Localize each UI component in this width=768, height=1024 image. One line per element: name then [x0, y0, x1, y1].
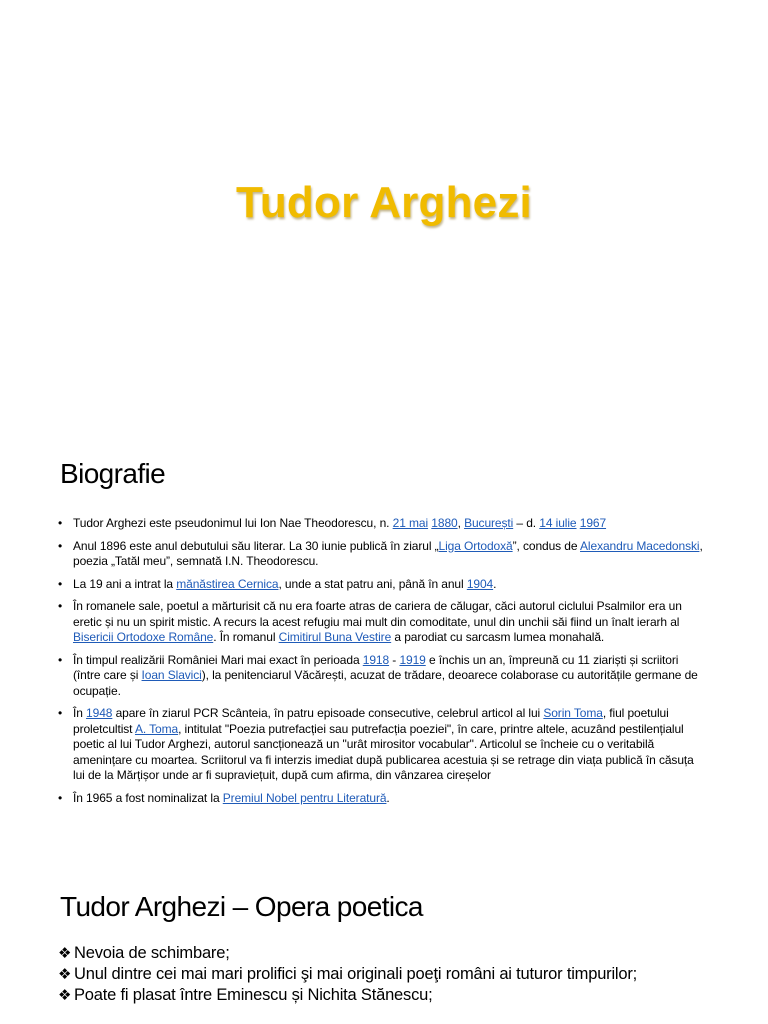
biography-item: [56, 577, 708, 593]
biography-item: [56, 539, 708, 570]
item-text: , fiul poetului proletcultist: [73, 706, 669, 736]
item-text: Nevoia de schimbare;: [74, 944, 230, 962]
title-slide: [0, 0, 768, 425]
item-text: În timpul realizării României Mari mai exact în perioada: [73, 652, 363, 667]
diamond-bullet-icon: ❖: [58, 987, 72, 1004]
poetic-work-item: [58, 966, 718, 983]
wiki-link[interactable]: 1967: [579, 516, 607, 530]
biography-item: [56, 516, 708, 532]
item-text: – d.: [513, 516, 540, 530]
item-text: În 1965 a fost nominalizat la: [73, 790, 223, 805]
wiki-link[interactable]: 1948: [86, 706, 113, 720]
item-text: .: [386, 790, 390, 805]
item-text: Anul 1896 este anul debutului său literar. La 30 iunie publică în ziarul „: [73, 538, 439, 553]
main-title: Tudor Arghezi: [236, 178, 532, 227]
biography-item: [56, 791, 708, 807]
biography-slide: [0, 426, 768, 856]
poetic-work-heading: Tudor Arghezi – Opera poetica: [60, 891, 423, 922]
wiki-link[interactable]: Bisericii Ortodoxe Române: [73, 630, 214, 644]
poetic-work-item: [58, 987, 718, 1004]
item-text: e închis un an, împreună cu 11 ziariști și scriitori (între care și: [73, 652, 679, 682]
wiki-link[interactable]: 1880: [431, 516, 458, 530]
wiki-link[interactable]: 21 mai: [392, 516, 429, 530]
wiki-link[interactable]: Sorin Toma: [543, 706, 603, 720]
poetic-work-slide: [0, 857, 768, 1024]
diamond-bullet-icon: ❖: [58, 945, 72, 962]
item-text: ”, condus de: [512, 538, 581, 553]
item-text: ,: [457, 516, 465, 530]
wiki-link[interactable]: Liga Ortodoxă: [438, 538, 513, 553]
item-text: În romanele sale, poetul a mărturisit că nu era foarte atras de cariera de călugar, căci autorul ciclului Psalmilor era un eretic și nu un spirit mistic. A recurs la acest refugiu mai mult din comoditate, unul din unchii săi fiind un înalt ierarh al: [73, 599, 682, 629]
item-text: ), la penitenciarul Văcărești, acuzat de trădare, deoarece colaborase cu autoritățile germane de ocupație.: [73, 668, 698, 698]
wiki-link[interactable]: 1918: [362, 652, 390, 667]
wiki-link[interactable]: Cimitirul Buna Vestire: [278, 630, 392, 644]
poetic-work-list: [58, 945, 718, 1008]
item-text: În: [73, 706, 87, 720]
wiki-link[interactable]: 14 iulie: [539, 516, 577, 530]
item-text: apare în ziarul PCR Scânteia, în patru episoade consecutive, celebrul articol al lui: [112, 706, 544, 720]
biography-item: [56, 706, 708, 784]
biography-list: [56, 516, 708, 813]
wiki-link[interactable]: Alexandru Macedonski: [580, 538, 700, 553]
item-text: Poate fi plasat între Eminescu și Nichita Stănescu;: [74, 986, 433, 1004]
item-text: , intitulat "Poezia putrefacției sau putrefacția poeziei", în care, printre altele, acuzând pestilențialul poetic al lui Tudor Arghezi, autorul sancționează un "urât mirositor vocabular". Articolul se încheie cu o veritabilă amenințare cu moartea. Scriitorul va fi interzis imediat după publicarea acestuia și se retrage din viața publică în căsuța lui de la Mărțișor unde ar fi supraviețuit, după cum afirma, din vânzarea cireșelor: [73, 721, 694, 782]
wiki-link[interactable]: A. Toma: [134, 721, 179, 736]
poetic-work-item: [58, 945, 718, 962]
wiki-link[interactable]: București: [464, 516, 514, 530]
wiki-link[interactable]: mănăstirea Cernica: [176, 576, 279, 591]
item-text: Tudor Arghezi este pseudonimul lui Ion Nae Theodorescu, n.: [73, 516, 393, 530]
item-text: , unde a stat patru ani, până în anul: [278, 576, 467, 591]
biography-heading: Biografie: [60, 458, 166, 489]
item-text: . În romanul: [213, 630, 279, 644]
item-text: Unul dintre cei mai mari prolifici şi mai originali poeţi români ai tuturor timpurilor;: [74, 965, 638, 983]
item-text: a parodiat cu sarcasm lumea monahală.: [391, 630, 605, 644]
wiki-link[interactable]: Ioan Slavici: [141, 668, 202, 682]
item-text: , poezia „Tatăl meu”, semnată I.N. Theodorescu.: [73, 538, 703, 568]
wiki-link[interactable]: 1904: [466, 576, 494, 591]
wiki-link[interactable]: Premiul Nobel pentru Literatură: [222, 790, 387, 805]
item-text: .: [493, 576, 497, 591]
biography-item: [56, 653, 708, 700]
item-text: La 19 ani a intrat la: [73, 576, 177, 591]
item-text: -: [389, 652, 400, 667]
biography-item: [56, 599, 708, 646]
wiki-link[interactable]: 1919: [399, 652, 426, 667]
diamond-bullet-icon: ❖: [58, 966, 72, 983]
